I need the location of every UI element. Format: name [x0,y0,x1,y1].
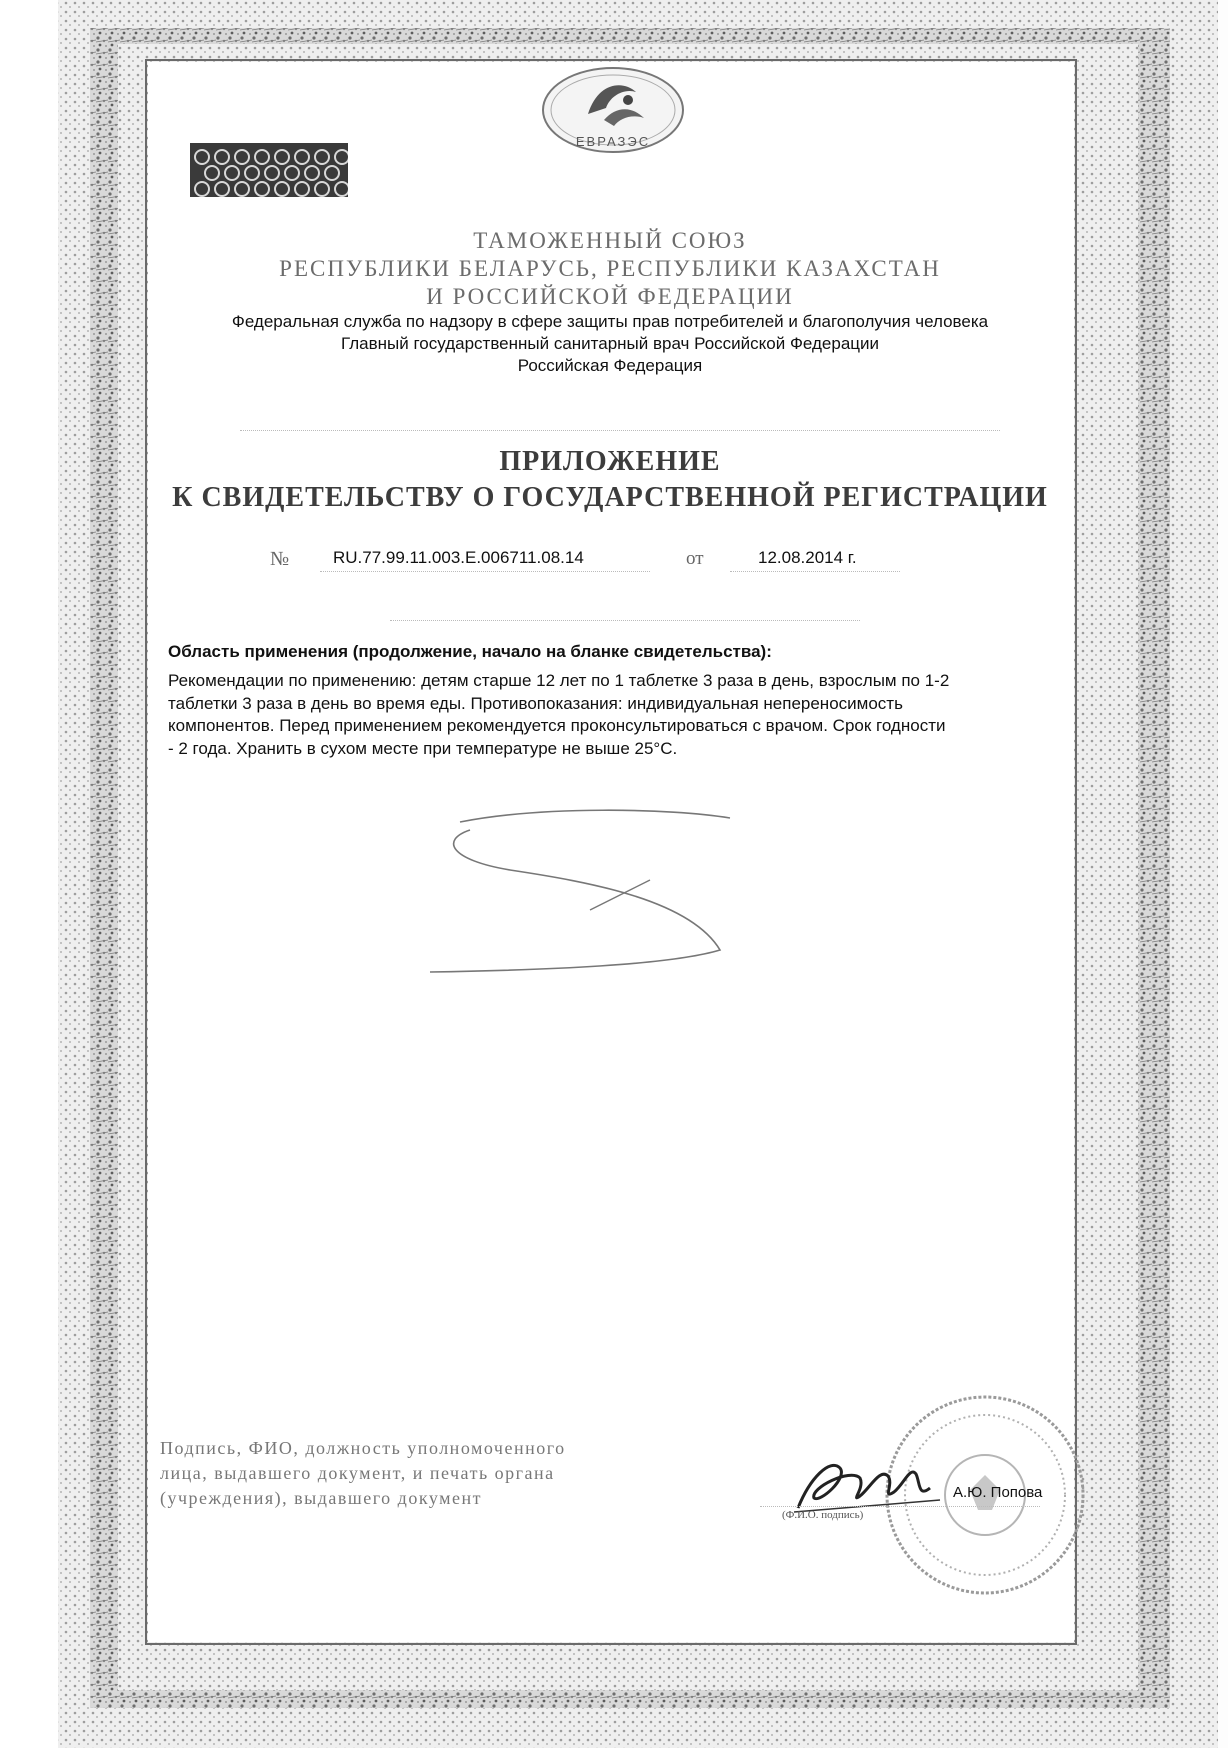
union-title-line3: И РОССИЙСКОЙ ФЕДЕРАЦИИ [426,284,794,309]
scope-line: - 2 года. Хранить в сухом месте при температуре не выше 25°С. [168,738,678,758]
annex-subtitle: К СВИДЕТЕЛЬСТВУ О ГОСУДАРСТВЕННОЙ РЕГИСТРАЦИИ [172,482,1048,513]
agency-line3: Российская Федерация [517,356,703,375]
caption-line: Подпись, ФИО, должность уполномоченного [160,1438,566,1458]
handwritten-signature [790,1448,950,1518]
number-underline [320,571,650,572]
logo-text: ЕВРАЗЭС [575,134,651,149]
signature-caption [160,1436,680,1511]
agency-line2: Главный государственный санитарный врач Российской Федерации [341,334,879,353]
registration-date: 12.08.2014 г. [758,548,857,567]
union-title-line2: РЕСПУБЛИКИ БЕЛАРУСЬ, РЕСПУБЛИКИ КАЗАХСТАН [279,256,941,281]
registration-number: RU.77.99.11.003.E.006711.08.14 [333,548,584,567]
hologram-sticker [190,143,348,197]
faded-rule-1 [240,430,1000,431]
signer-name: А.Ю. Попова [953,1484,1043,1501]
scope-text [168,670,1103,760]
fio-label: (Ф.И.О. подпись) [782,1509,864,1521]
caption-line: (учреждения), выдавшего документ [160,1488,482,1508]
faded-rule-2 [390,620,860,621]
agency-line1: Федеральная служба по надзору в сфере защиты прав потребителей и благополучия человека [231,312,989,331]
scope-line: Рекомендации по применению: детям старше 12 лет по 1 таблетке 3 раза в день, взрослым по 1-2 [168,671,950,690]
scope-line: таблетки 3 раза в день во время еды. Противопоказания: индивидуальная непереносимость [168,693,903,713]
date-underline [730,571,900,572]
signer-underline [760,1506,1040,1507]
blank-strike-mark [420,800,780,1000]
scope-line: компонентов. Перед применением рекомендуется проконсультироваться с врачом. Срок годности [168,716,946,735]
eurasec-logo [528,62,698,162]
scope-heading: Область применения (продолжение, начало на бланке свидетельства): [168,642,772,661]
number-label: № [270,548,290,570]
annex-title: ПРИЛОЖЕНИЕ [499,446,721,477]
caption-line: лица, выдавшего документ, и печать органа [160,1463,555,1483]
date-label: от [686,548,704,569]
union-title-line1: ТАМОЖЕННЫЙ СОЮЗ [473,228,747,253]
